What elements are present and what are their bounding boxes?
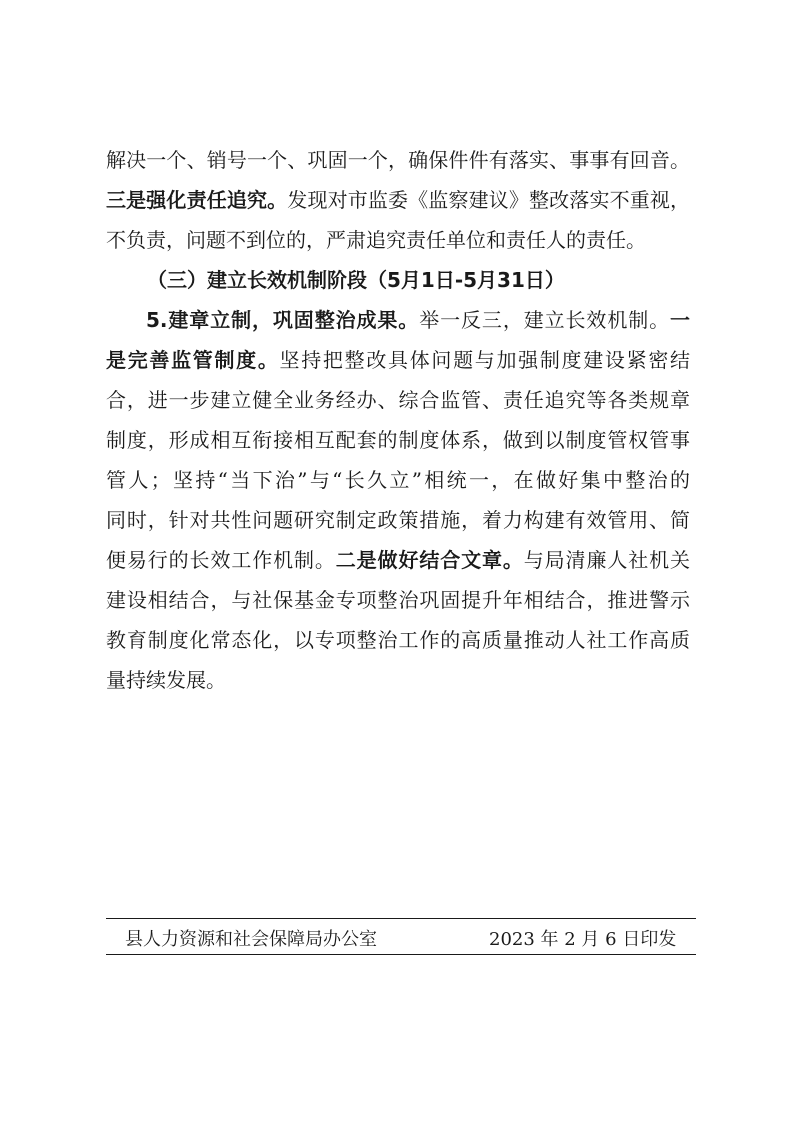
text-span: 制度，形成相互衔接相互配套的制度体系，做到以制度管权管事	[106, 428, 690, 452]
paragraph-line	[106, 226, 690, 254]
footer-issuer: 县人力资源和社会保障局办公室	[125, 929, 377, 950]
paragraph-line	[146, 306, 690, 334]
paragraph-line	[106, 666, 690, 694]
paragraph-line	[106, 506, 690, 534]
text-span: 不负责，问题不到位的，严肃追究责任单位和责任人的责任。	[106, 228, 646, 252]
paragraph-line	[106, 386, 690, 414]
text-span: 与局清廉人社机关	[523, 548, 690, 572]
text-span: 教育制度化常态化，以专项整治工作的高质量推动人社工作高质	[106, 628, 690, 652]
emphasis-text: 5.建章立制，巩固整治成果。	[146, 308, 420, 332]
text-span: 发现对市监委《监察建议》整改落实不重视，	[287, 188, 690, 212]
text-span: 管人；坚持“当下治”与“长久立”相统一，在做好集中整治的	[106, 468, 690, 492]
text-span: 合，进一步建立健全业务经办、综合监管、责任追究等各类规章	[106, 388, 690, 412]
section-heading	[147, 266, 690, 294]
text-span: 便易行的长效工作机制。	[106, 548, 336, 572]
paragraph-line	[106, 146, 690, 174]
text-span: 建设相结合，与社保基金专项整治巩固提升年相结合，推进警示	[106, 588, 690, 612]
paragraph-line	[106, 546, 690, 574]
paragraph-line	[106, 186, 690, 214]
heading-text: （三）建立长效机制阶段（5月1日-5月31日）	[147, 268, 565, 292]
emphasis-text: 是完善监管制度。	[106, 348, 280, 372]
text-span: 解决一个、销号一个、巩固一个，确保件件有落实、事事有回音。	[106, 148, 690, 172]
paragraph-line	[106, 586, 690, 614]
paragraph-line	[106, 426, 690, 454]
text-span: 同时，针对共性问题研究制定政策措施，着力构建有效管用、简	[106, 508, 690, 532]
footer-date: 2023 年 2 月 6 日印发	[489, 929, 677, 950]
paragraph-line	[106, 466, 690, 494]
emphasis-text: 一	[670, 308, 690, 332]
emphasis-text: 三是强化责任追究。	[106, 188, 288, 212]
paragraph-line	[106, 626, 690, 654]
text-span: 举一反三，建立长效机制。	[419, 308, 671, 332]
text-span: 坚持把整改具体问题与加强制度建设紧密结	[279, 348, 690, 372]
footer-bottom-rule	[106, 954, 696, 955]
footer-top-rule	[106, 918, 696, 919]
paragraph-line	[106, 346, 690, 374]
text-span: 量持续发展。	[106, 668, 226, 692]
emphasis-text: 二是做好结合文章。	[335, 548, 524, 572]
